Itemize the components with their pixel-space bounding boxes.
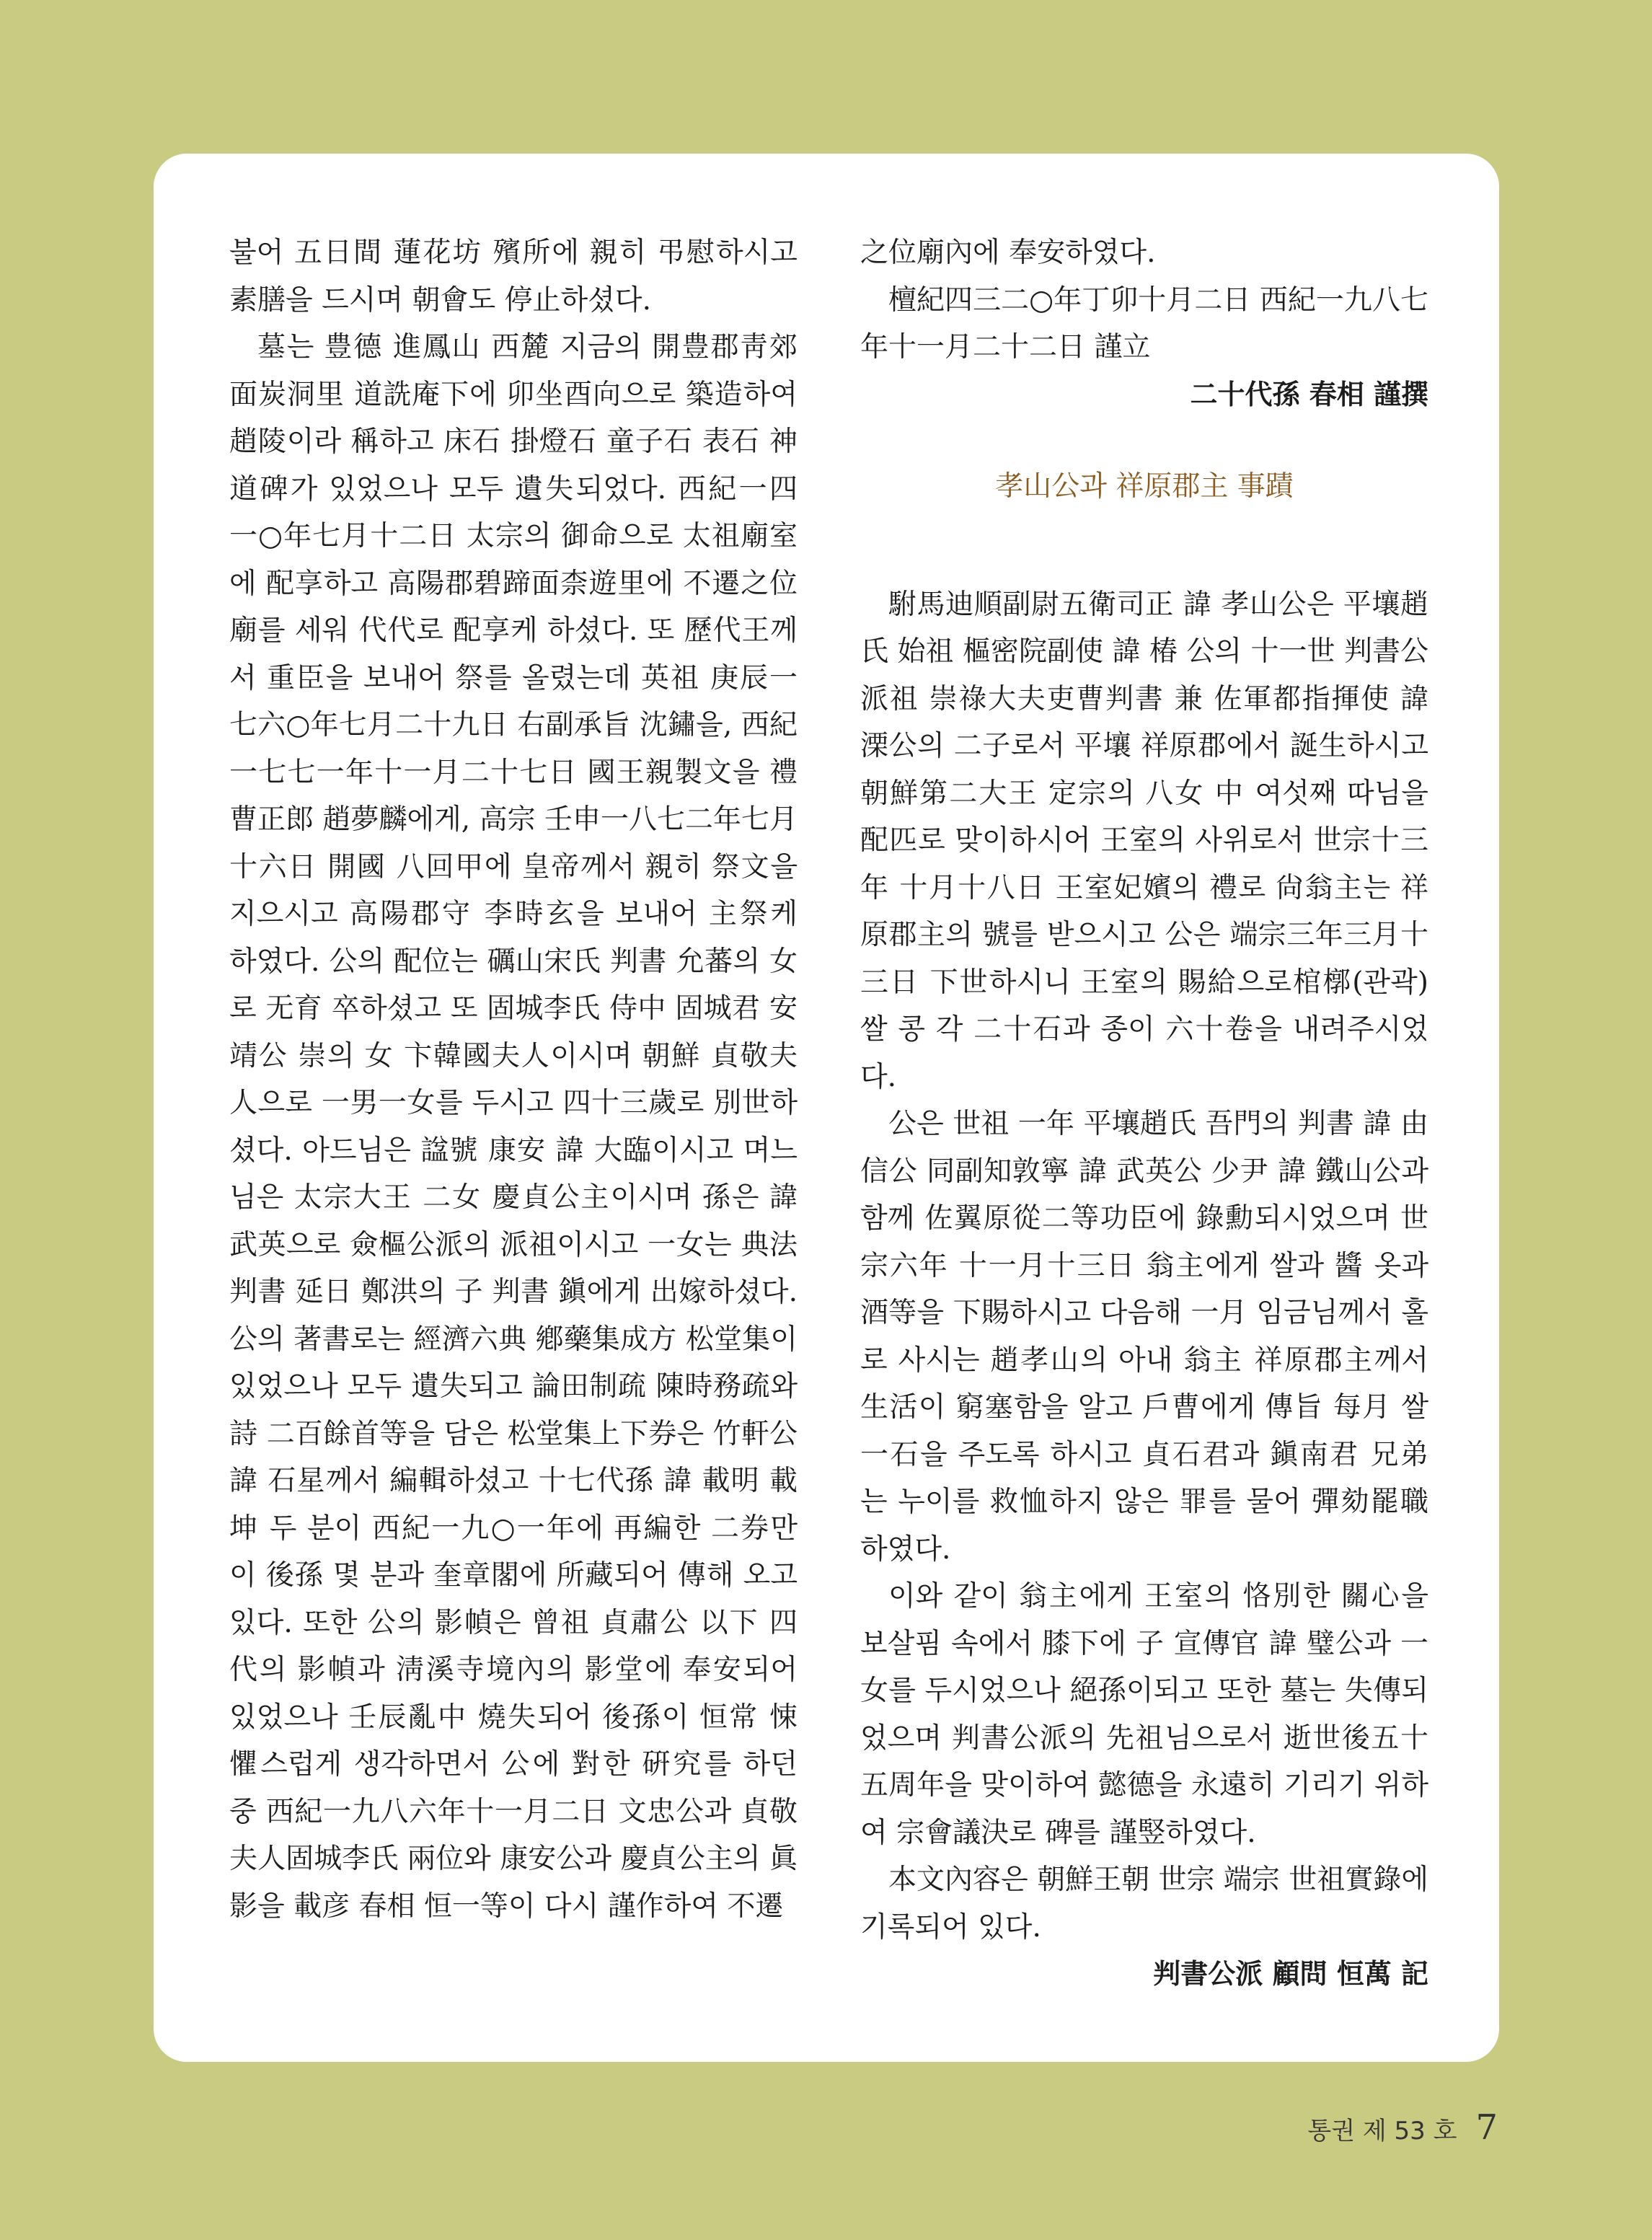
body-paragraph-3: 이와 같이 翁主에게 王室의 恪別한 關心을 보살핌 속에서 膝下에 子 宣傳官 諱 璧公과 一女를 두시었으나 絕孫이되고 또한 墓는 失傳되었으며 判書公派의 先祖님으로서 逝世後五十五周年을 맞이하여 懿德을 永遠히 기리기 위하여 宗會議決로 碑를 謹竪하였다. bbox=[860, 1580, 1428, 1849]
left-paragraph-1: 불어 五日間 蓮花坊 殯所에 親히 弔慰하시고 素膳을 드시며 朝會도 停止하셨다. bbox=[229, 237, 798, 317]
body-paragraph-4: 本文內容은 朝鮮王朝 世宗 端宗 世祖實錄에 기록되어 있다. bbox=[860, 1864, 1428, 1944]
right-paragraph-2: 檀紀四三二○年丁卯十月二日 西紀一九八七年十一月二十二日 謹立 bbox=[860, 283, 1428, 363]
body-paragraph-1: 駙馬迪順副尉五衛司正 諱 孝山公은 平壤趙氏 始祖 樞密院副使 諱 椿 公의 十一世 判書公派祖 崇祿大夫吏曹判書 兼 佐軍都指揮使 諱溧公의 二子로서 平壤 祥原郡에서 誕生하시고 朝鮮第二大王 定宗의 八女 中 여섯째 따님을 配匹로 맞이하시어 王室의 사위로서 世宗十三年 十月十八日 王室妃嬪의 禮로 尙翁主는 祥原郡主의 號를 받으시고 公은 端宗三年三月十三日 下世하시니 王室의 賜給으로棺槨(관곽) 쌀 콩 각 二十石과 종이 六十卷을 내려주시었다. bbox=[860, 588, 1428, 1093]
page-footer bbox=[1307, 2107, 1498, 2148]
right-paragraph-1: 之位廟內에 奉安하였다. bbox=[860, 237, 1156, 269]
section-heading: 孝山公과 祥原郡主 事蹟 bbox=[995, 470, 1294, 503]
signature-author: 二十代孫 春相 謹撰 bbox=[1190, 378, 1428, 410]
left-paragraph-2: 墓는 豊德 進鳳山 西麓 지금의 開豊郡靑郊面炭洞里 道詵庵下에 卯坐酉向으로 築造하여 趙陵이라 稱하고 床石 掛燈石 童子石 表石 神道碑가 있었으나 모두 遺失되었다. 西紀一四一○年七月十二日 太宗의 御命으로 太祖廟室에 配享하고 高陽郡碧蹄面柰遊里에 不遷之位廟를 세워 代代로 配享케 하셨다. 또 歷代王께서 重臣을 보내어 祭를 올렸는데 英祖 庚辰一七六○年七月二十九日 右副承旨 沈鏽을, 西紀一七七一年十一月二十七日 國王親製文을 禮曹正郎 趙夢麟에게, 高宗 壬申一八七二年七月十六日 開國 八回甲에 皇帝께서 親히 祭文을 지으시고 高陽郡守 李時玄을 보내어 主祭케 하였다. 公의 配位는 礪山宋氏 判書 允蕃의 女로 无育 卒하셨고 또 固城李氏 侍中 固城君 安靖公 崇의 女 卞韓國夫人이시며 朝鮮 貞敬夫人으로 一男一女를 두시고 四十三歲로 別世하셨다. 아드님은 諡號 康安 諱 大臨이시고 며느님은 太宗大王 二女 慶貞公主이시며 孫은 諱 武英으로 僉樞公派의 派祖이시고 一女는 典法判書 延日 鄭洪의 子 判書 鎭에게 出嫁하셨다. 公의 著書로는 經濟六典 鄕藥集成方 松堂集이 있었으나 모두 遺失되고 論田制疏 陳時務疏와 詩 二百餘首等을 담은 松堂集上下券은 竹軒公 諱 石星께서 編輯하셨고 十七代孫 諱 載明 載坤 두 분이 西紀一九○一年에 再編한 二券만이 後孫 몇 분과 奎章閣에 所藏되어 傳해 오고 있다. 또한 公의 影幀은 曾祖 貞肅公 以下 四代의 影幀과 淸溪寺境內의 影堂에 奉安되어 있었으나 壬辰亂中 燒失되어 後孫이 恒常 悚懼스럽게 생각하면서 公에 對한 硏究를 하던 중 西紀一九八六年十一月二日 文忠公과 貞敬夫人固城李氏 兩位와 康安公과 慶貞公主의 眞影을 載彦 春相 恒一等이 다시 謹作하여 不遷 bbox=[229, 331, 798, 1923]
signature-record: 判書公派 顧問 恒萬 記 bbox=[1153, 1958, 1428, 1990]
content-card bbox=[154, 154, 1499, 2062]
issue-label: 통권 제 53 호 bbox=[1307, 2117, 1457, 2146]
page-number: 7 bbox=[1475, 2107, 1498, 2148]
body-paragraph-2: 公은 世祖 一年 平壤趙氏 吾門의 判書 諱 由信公 同副知敦寧 諱 武英公 少尹 諱 鐵山公과 함께 佐翼原從二等功臣에 錄勳되시었으며 世宗六年 十一月十三日 翁主에게 쌀과 醬 옷과 酒等을 下賜하시고 다음해 一月 임금님께서 홀로 사시는 趙孝山의 아내 翁主 祥原郡主께서 生活이 窮塞함을 알고 戶曹에게 傳旨 每月 쌀 一石을 주도록 하시고 貞石君과 鎭南君 兄弟는 누이를 救恤하지 않은 罪를 물어 彈劾罷職하였다. bbox=[860, 1108, 1428, 1566]
left-column bbox=[229, 229, 798, 1930]
right-column bbox=[860, 229, 1428, 1998]
